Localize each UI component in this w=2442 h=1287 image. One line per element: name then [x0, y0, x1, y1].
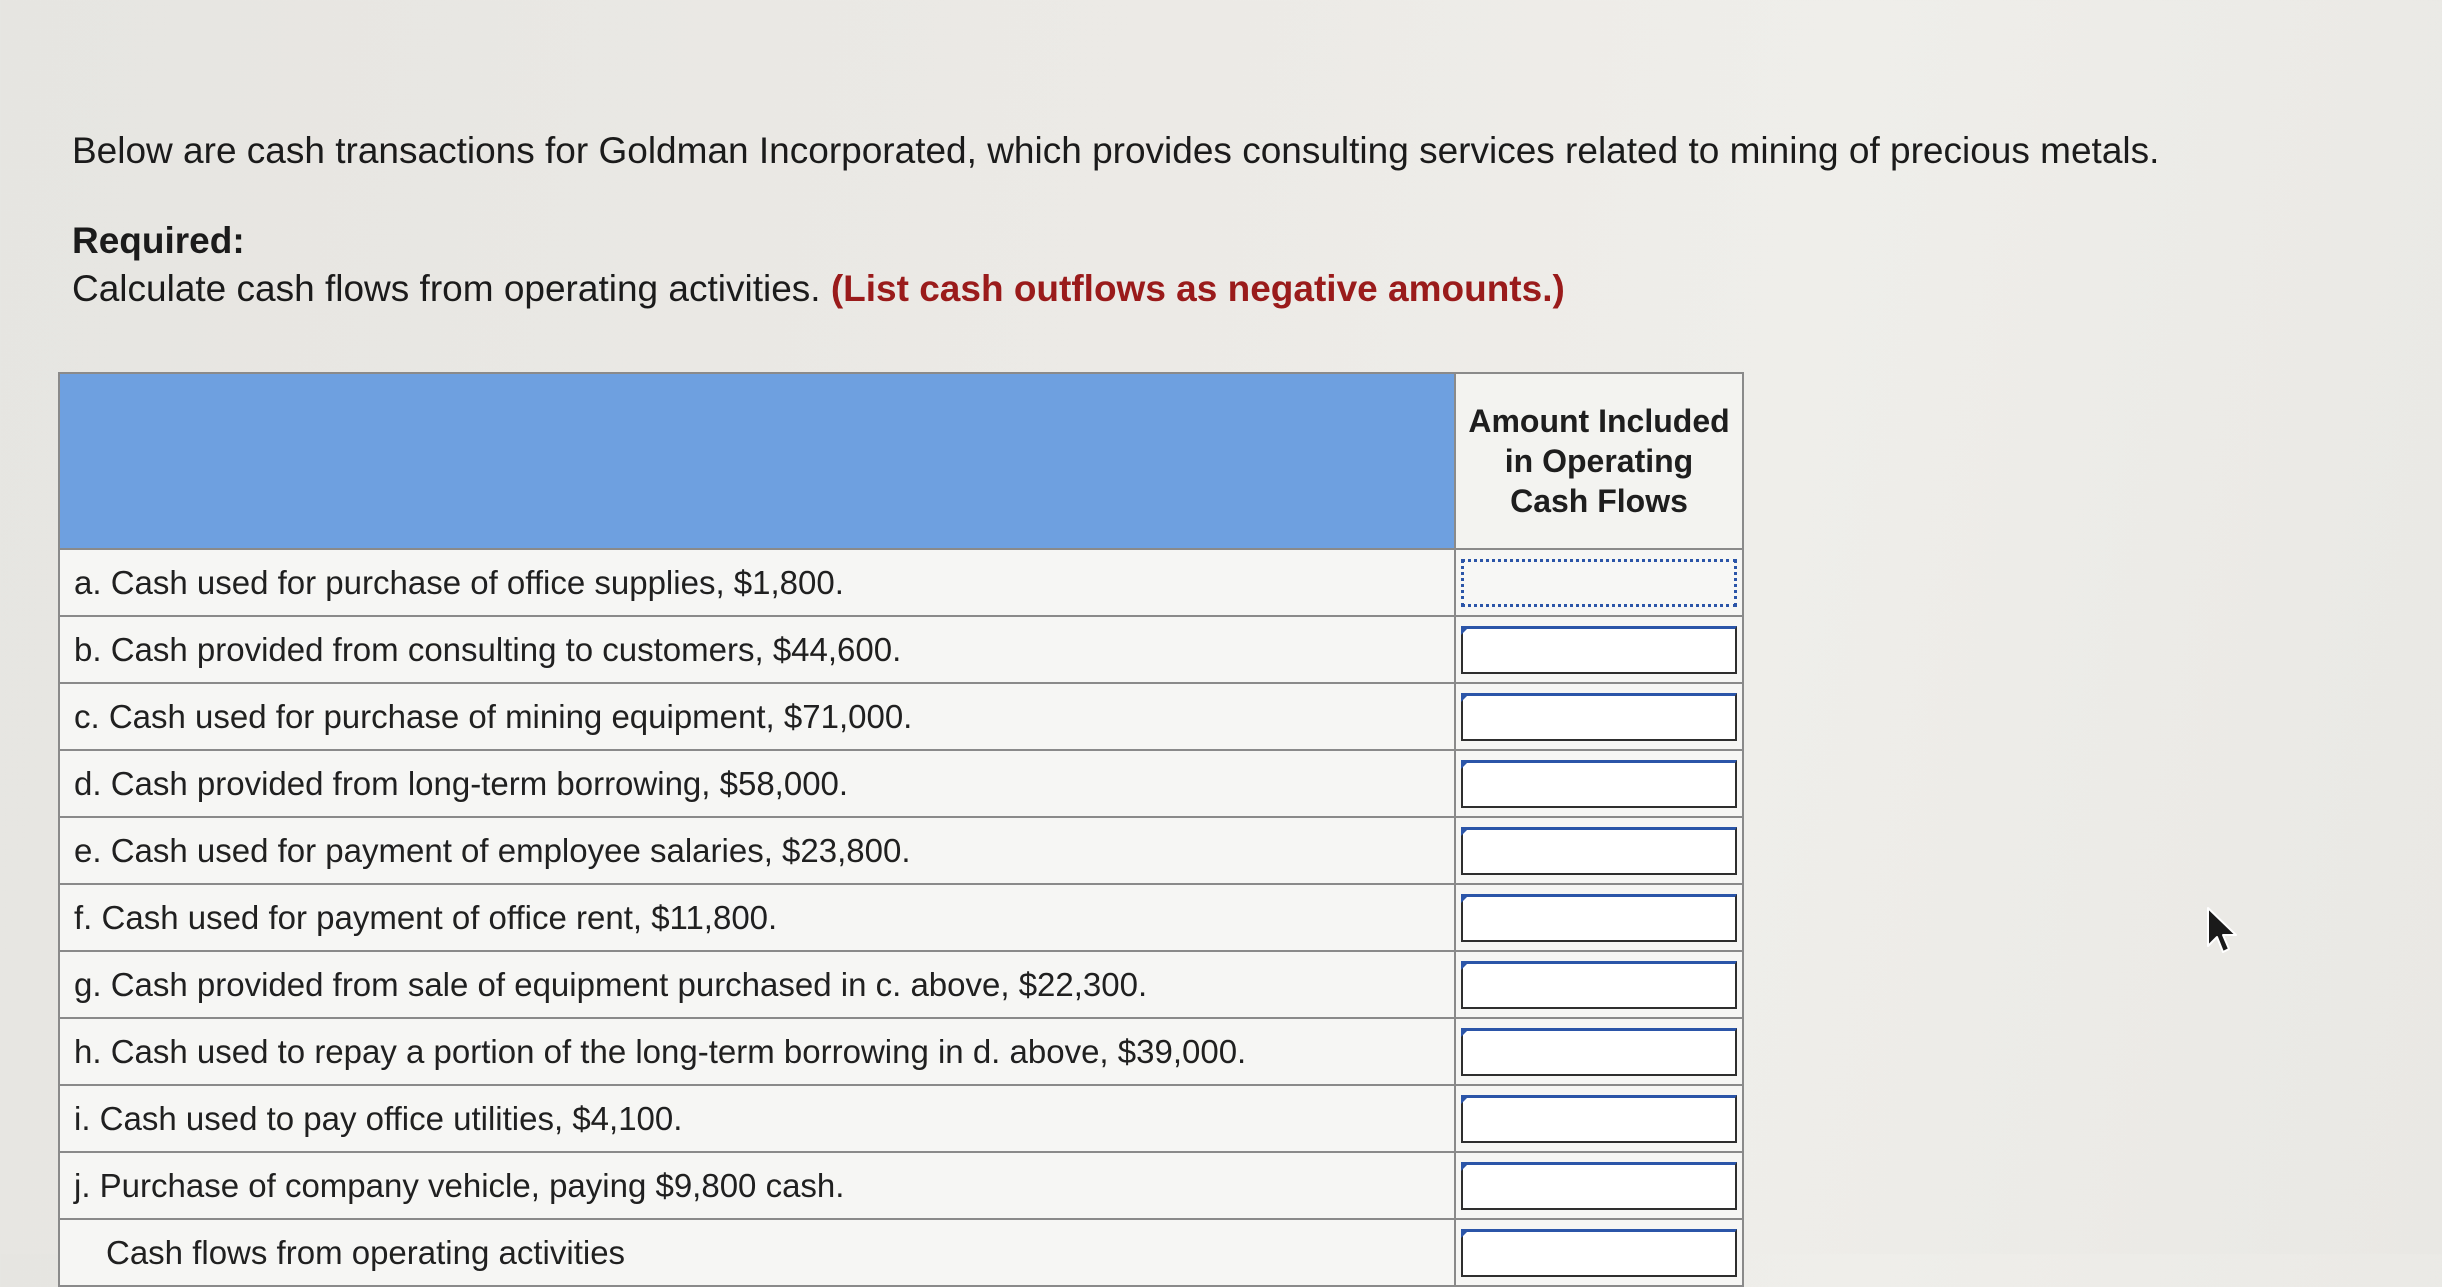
cell-marker-icon: [1461, 1162, 1470, 1171]
instruction-text: [72, 266, 1565, 312]
row-description: h. Cash used to repay a portion of the long-term borrowing in d. above, $39,000.: [59, 1018, 1455, 1085]
row-amount-cell: [1455, 683, 1743, 750]
amount-input-wrapper: [1461, 559, 1737, 607]
amount-input-wrapper: [1461, 894, 1737, 942]
row-description: b. Cash provided from consulting to customers, $44,600.: [59, 616, 1455, 683]
cash-flow-table: [58, 372, 1744, 1287]
row-amount-cell: [1455, 616, 1743, 683]
row-description: f. Cash used for payment of office rent, $11,800.: [59, 884, 1455, 951]
row-description: g. Cash provided from sale of equipment purchased in c. above, $22,300.: [59, 951, 1455, 1018]
table-row: [59, 1018, 1743, 1085]
amount-input[interactable]: [1461, 827, 1737, 875]
table-row: [59, 817, 1743, 884]
cell-marker-icon: [1461, 626, 1470, 635]
mouse-pointer-icon: [2204, 906, 2244, 956]
table-row: [59, 951, 1743, 1018]
row-amount-cell: [1455, 951, 1743, 1018]
total-label: Cash flows from operating activities: [59, 1219, 1455, 1286]
row-description: d. Cash provided from long-term borrowing, $58,000.: [59, 750, 1455, 817]
cell-marker-icon: [1461, 1095, 1470, 1104]
table-row: [59, 549, 1743, 616]
table-row: [59, 1085, 1743, 1152]
cell-marker-icon: [1461, 760, 1470, 769]
amount-input[interactable]: [1461, 1162, 1737, 1210]
row-description: i. Cash used to pay office utilities, $4,100.: [59, 1085, 1455, 1152]
amount-input[interactable]: [1461, 693, 1737, 741]
table-row: [59, 884, 1743, 951]
amount-column-header: Amount Included in Operating Cash Flows: [1455, 373, 1743, 549]
table-header-row: [59, 373, 1743, 549]
cell-marker-icon: [1461, 961, 1470, 970]
amount-input-wrapper: [1461, 827, 1737, 875]
required-label: Required:: [72, 220, 245, 261]
amount-input-wrapper: [1461, 693, 1737, 741]
table-row: [59, 616, 1743, 683]
cell-marker-icon: [1461, 894, 1470, 903]
problem-intro: Below are cash transactions for Goldman Incorporated, which provides consulting services related to mining of precious metals.: [72, 130, 2160, 171]
amount-input[interactable]: [1461, 961, 1737, 1009]
row-description: j. Purchase of company vehicle, paying $9,800 cash.: [59, 1152, 1455, 1219]
amount-input-wrapper: [1461, 961, 1737, 1009]
amount-input-wrapper: [1461, 1095, 1737, 1143]
amount-input-wrapper: [1461, 626, 1737, 674]
table-row: [59, 1152, 1743, 1219]
amount-input-wrapper: [1461, 1229, 1737, 1277]
table-row: [59, 683, 1743, 750]
row-amount-cell: [1455, 750, 1743, 817]
row-amount-cell: [1455, 1018, 1743, 1085]
amount-input-wrapper: [1461, 1028, 1737, 1076]
row-description: c. Cash used for purchase of mining equipment, $71,000.: [59, 683, 1455, 750]
amount-input-wrapper: [1461, 1162, 1737, 1210]
amount-input[interactable]: [1461, 559, 1737, 607]
amount-input[interactable]: [1461, 1095, 1737, 1143]
row-amount-cell: [1455, 549, 1743, 616]
row-amount-cell: [1455, 1152, 1743, 1219]
amount-input[interactable]: [1461, 1028, 1737, 1076]
row-amount-cell: [1455, 1085, 1743, 1152]
row-amount-cell: [1455, 817, 1743, 884]
instruction-emphasis: (List cash outflows as negative amounts.): [830, 268, 1565, 309]
total-amount-input[interactable]: [1461, 1229, 1737, 1277]
cell-marker-icon: [1461, 827, 1470, 836]
total-row: [59, 1219, 1743, 1286]
description-column-header: [59, 373, 1455, 549]
amount-input[interactable]: [1461, 894, 1737, 942]
cash-flow-table-container: [58, 372, 1742, 1271]
instruction-main: Calculate cash flows from operating activities.: [72, 268, 821, 309]
amount-input[interactable]: [1461, 626, 1737, 674]
amount-input-wrapper: [1461, 760, 1737, 808]
amount-input[interactable]: [1461, 760, 1737, 808]
row-description: a. Cash used for purchase of office supplies, $1,800.: [59, 549, 1455, 616]
row-amount-cell: [1455, 884, 1743, 951]
cell-marker-icon: [1461, 1028, 1470, 1037]
cell-marker-icon: [1461, 1229, 1470, 1238]
cell-marker-icon: [1461, 693, 1470, 702]
row-description: e. Cash used for payment of employee salaries, $23,800.: [59, 817, 1455, 884]
table-row: [59, 750, 1743, 817]
total-amount-cell: [1455, 1219, 1743, 1286]
